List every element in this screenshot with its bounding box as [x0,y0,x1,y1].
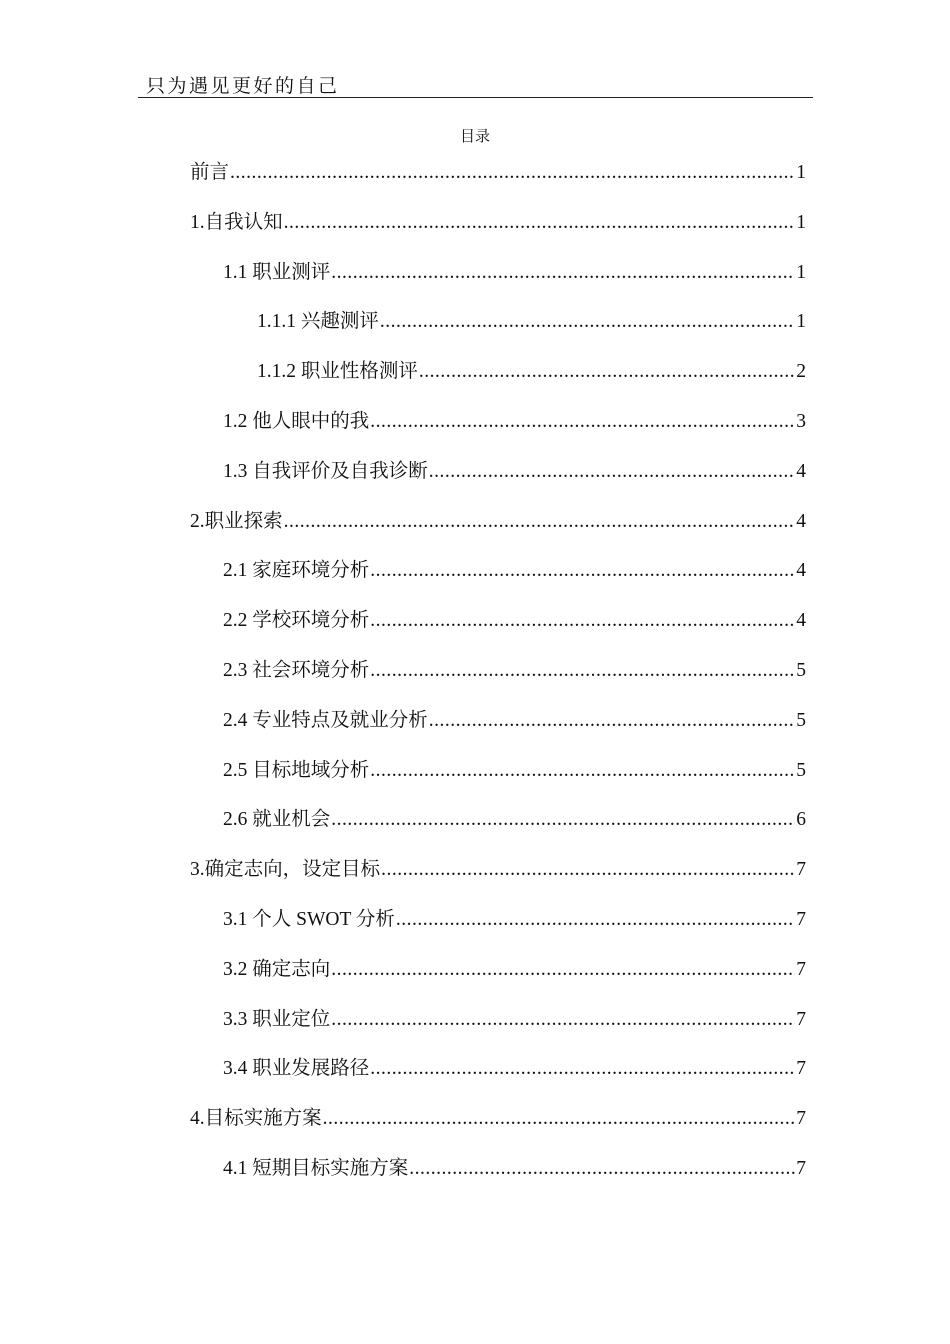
toc-entry-leader [370,407,795,437]
toc-entry[interactable] [190,158,806,188]
toc-entry-page: 1 [796,261,806,283]
toc-entry-label: 2.1 家庭环境分析 [223,560,370,582]
toc-entry-label: 3.3 职业定位 [223,1008,331,1030]
toc-entry[interactable] [223,258,806,288]
toc-entry-leader [370,756,795,786]
toc-entry-label: 1.1.2 职业性格测评 [257,361,418,383]
toc-entry-leader [331,955,795,985]
toc-entry[interactable] [223,905,806,935]
toc-entry-label: 4.目标实施方案 [190,1108,322,1130]
toc-entry-leader [370,606,795,636]
toc-entry-page: 7 [796,909,806,930]
toc-entry-label: 2.6 就业机会 [223,809,331,831]
toc-entry-label: 2.2 学校环境分析 [223,610,370,632]
toc-entry-page: 7 [796,859,806,881]
toc-title: 目录 [459,129,490,145]
toc-entry-page: 1 [796,211,806,233]
toc-entry-label: 2.3 社会环境分析 [223,660,370,681]
toc-entry-leader [331,805,795,835]
toc-entry-label: 1.3 自我评价及自我诊断 [223,460,428,482]
toc-entry-label: 1.自我认知 [190,211,283,233]
toc-entry[interactable] [223,606,806,636]
toc-entry-page: 1 [796,162,806,183]
toc-entry-page: 2 [796,361,806,383]
toc-entry[interactable] [223,457,806,487]
toc-entry[interactable] [223,1054,806,1084]
toc-entry[interactable] [257,357,806,387]
toc-entry-page: 5 [796,759,806,781]
toc-entry-leader [370,1054,795,1084]
header-text: 只为遇见更好的自己 [146,75,340,97]
toc-entry-leader [230,158,795,188]
toc-entry-label: 4.1 短期目标实施方案 [223,1158,409,1179]
toc-entry-leader [331,258,795,288]
toc-entry[interactable] [190,1104,806,1134]
toc-entry[interactable] [223,955,806,985]
toc-entry[interactable] [257,307,806,337]
toc-entry[interactable] [223,805,806,835]
toc-entry-page: 6 [796,809,806,831]
toc-entry-leader [323,1104,796,1134]
toc-entry-page: 5 [796,660,806,681]
toc-entry-leader [381,855,795,885]
toc-entry-leader [370,556,795,586]
toc-entry[interactable] [190,507,806,537]
toc-entry[interactable] [223,407,806,437]
toc-entry-leader [370,656,795,686]
toc-entry-page: 4 [796,610,806,632]
toc-entry-label: 前言 [190,162,230,183]
toc-entry-leader [284,208,796,238]
toc-entry[interactable] [223,706,806,736]
toc-entry-page: 4 [796,510,806,532]
toc-entry[interactable] [223,1154,806,1184]
toc-entry-leader [396,905,795,935]
toc-entry[interactable] [223,756,806,786]
toc-entry-leader [331,1005,795,1035]
toc-entry-leader [419,357,795,387]
toc-entry-leader [284,507,796,537]
toc-entry-leader [380,307,795,337]
toc-entry-label: 1.2 他人眼中的我 [223,411,370,432]
toc-entry[interactable] [223,656,806,686]
toc-entry-label: 2.5 目标地域分析 [223,759,370,781]
toc-entry-page: 7 [796,958,806,980]
toc-entry-leader [429,706,795,736]
toc-entry-label: 1.1.1 兴趣测评 [257,311,379,333]
toc-entry-label: 3.2 确定志向 [223,958,331,980]
toc-entry-label: 3.4 职业发展路径 [223,1058,370,1080]
toc-entry[interactable] [223,1005,806,1035]
toc-entry-leader [429,457,795,487]
toc-entry-page: 7 [796,1158,806,1179]
toc-entry-label: 2.职业探索 [190,510,283,532]
page-header [138,70,813,98]
toc-entry-label: 1.1 职业测评 [223,261,331,283]
toc-entry-page: 4 [796,460,806,482]
toc-entry-page: 7 [796,1058,806,1080]
toc-entry[interactable] [223,556,806,586]
toc-entry-label: 3.1 个人 SWOT 分析 [223,909,395,930]
toc-entry-page: 1 [796,311,806,333]
toc-entry-label: 2.4 专业特点及就业分析 [223,709,428,731]
toc-entry[interactable] [190,855,806,885]
toc-entry-page: 7 [796,1108,806,1130]
toc-entry-label: 3.确定志向，设定目标 [190,859,381,881]
toc-entry[interactable] [190,208,806,238]
toc-entry-page: 7 [796,1008,806,1030]
toc-entry-leader [409,1154,795,1184]
toc-entry-page: 3 [796,411,806,432]
toc-entry-page: 4 [796,560,806,582]
toc-entry-page: 5 [796,709,806,731]
